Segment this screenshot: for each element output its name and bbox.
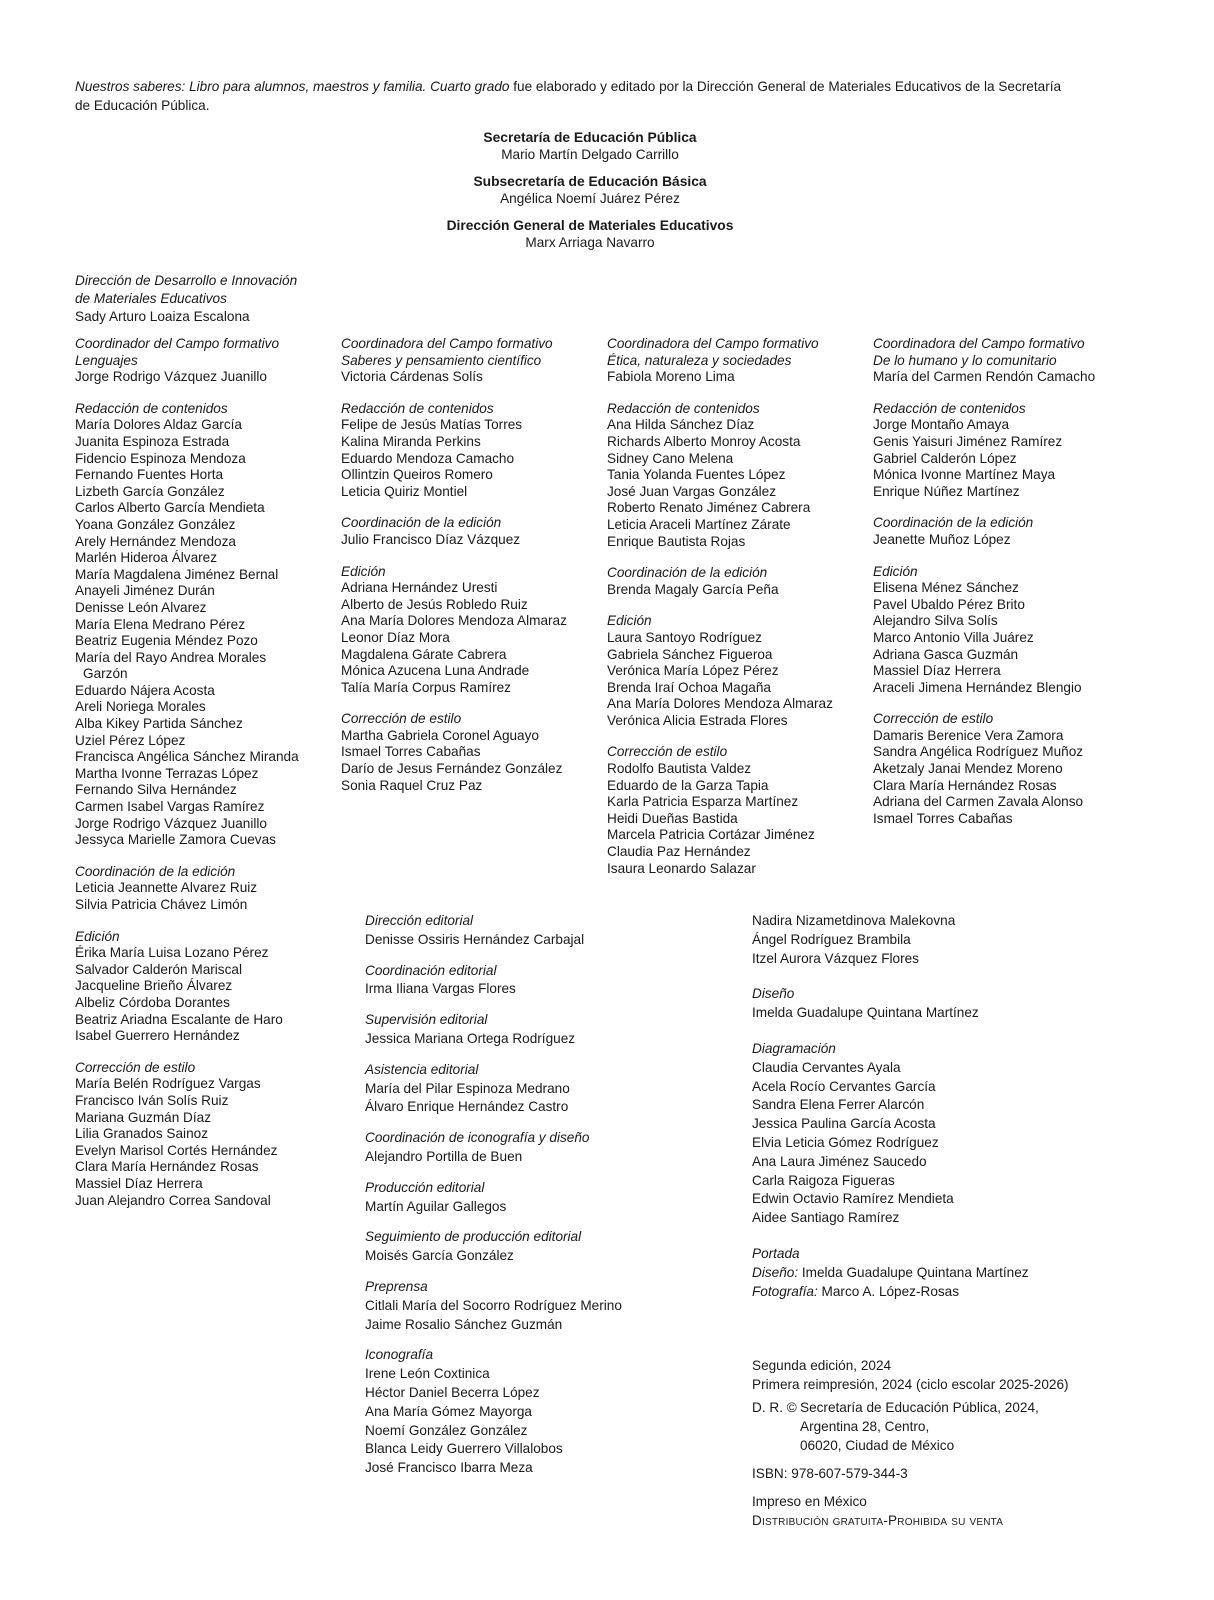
- column-lenguajes: [75, 336, 330, 1224]
- credit-name: Genis Yaisuri Jiménez Ramírez: [873, 433, 1063, 449]
- credit-name: Noemí González González: [365, 1422, 528, 1438]
- credit-name: Ana Laura Jiménez Saucedo: [752, 1153, 927, 1169]
- credit-name: Blanca Leidy Guerrero Villalobos: [365, 1441, 563, 1457]
- credit-name: Rodolfo Bautista Valdez: [607, 761, 752, 777]
- credit-group: [607, 744, 862, 877]
- credit-name: Aketzaly Janai Mendez Moreno: [873, 761, 1063, 777]
- credit-group: [341, 336, 596, 386]
- editorial-column: [365, 912, 705, 1490]
- credit-heading: Diagramación: [752, 1040, 836, 1056]
- credit-group: [873, 515, 1163, 548]
- credit-name: Ollintzin Queiros Romero: [341, 467, 493, 483]
- credit-name: Elvia Leticia Gómez Rodríguez: [752, 1134, 939, 1150]
- credit-heading: Corrección de estilo: [607, 744, 728, 760]
- credit-name: Irma Iliana Vargas Flores: [365, 981, 516, 997]
- credit-name: Claudia Cervantes Ayala: [752, 1059, 901, 1075]
- credit-name: Leticia Quiriz Montiel: [341, 483, 468, 499]
- credit-name: Adriana Gasca Guzmán: [873, 646, 1019, 662]
- credit-name: Ana María Dolores Mendoza Almaraz: [341, 613, 567, 629]
- credit-name: Lilia Granados Sainoz: [75, 1126, 208, 1142]
- credit-name: Álvaro Enrique Hernández Castro: [365, 1099, 569, 1115]
- printed-in-text: Impreso en México: [752, 1494, 867, 1509]
- credit-name: Beatriz Ariadna Escalante de Haro: [75, 1011, 283, 1027]
- credit-heading: Coordinación de la edición: [873, 515, 1034, 531]
- iconography-continued: [752, 912, 1172, 968]
- credit-name: Ángel Rodríguez Brambila: [752, 931, 911, 947]
- authority-sep: [300, 130, 880, 163]
- rights-address: Argentina 28, Centro,: [800, 1419, 930, 1434]
- credit-name: Eduardo Nájera Acosta: [75, 682, 215, 698]
- authority-dgme: [300, 218, 880, 251]
- rights-holder: Secretaría de Educación Pública, 2024,: [800, 1400, 1039, 1415]
- credit-name: Fabiola Moreno Lima: [607, 369, 735, 385]
- credit-name: Massiel Díaz Herrera: [75, 1175, 203, 1191]
- credit-name: Karla Patricia Esparza Martínez: [607, 794, 799, 810]
- rights-block: [752, 1398, 1172, 1455]
- credit-name: Jeanette Muñoz López: [873, 531, 1011, 547]
- direction-dev-person: Sady Arturo Loaiza Escalona: [75, 309, 250, 324]
- credit-name: Jorge Rodrigo Vázquez Juanillo: [75, 815, 267, 831]
- credit-name: Heidi Dueñas Bastida: [607, 810, 738, 826]
- credit-name: Roberto Renato Jiménez Cabrera: [607, 500, 811, 516]
- rights-label: D. R. ©: [752, 1400, 797, 1415]
- cover-credits: [752, 1245, 1172, 1301]
- intro-paragraph: [75, 77, 1155, 115]
- credit-name: Richards Alberto Monroy Acosta: [607, 433, 801, 449]
- imprint-block: [752, 1356, 1172, 1530]
- credit-name: Moisés García González: [365, 1248, 514, 1264]
- credit-name: Clara María Hernández Rosas: [75, 1159, 259, 1175]
- credit-group: [607, 336, 862, 386]
- credit-heading: Redacción de contenidos: [607, 400, 760, 416]
- credit-name: Sandra Elena Ferrer Alarcón: [752, 1097, 925, 1113]
- credit-group: [873, 336, 1163, 386]
- credit-name: Laura Santoyo Rodríguez: [607, 629, 762, 645]
- credit-name: María del Rayo Andrea Morales: [75, 649, 267, 665]
- credit-name: José Juan Vargas González: [607, 483, 777, 499]
- credit-name: Gabriela Sánchez Figueroa: [607, 646, 773, 662]
- credit-name: Kalina Miranda Perkins: [341, 433, 481, 449]
- credit-heading: Asistencia editorial: [365, 1061, 479, 1077]
- credit-name: Jessica Mariana Ortega Rodríguez: [365, 1030, 576, 1046]
- credit-name: Felipe de Jesús Matías Torres: [341, 417, 523, 433]
- credit-name: María Elena Medrano Pérez: [75, 616, 246, 632]
- credit-group: [365, 1278, 705, 1334]
- credit-name: Lizbeth García González: [75, 483, 225, 499]
- credit-name: Mónica Azucena Luna Andrade: [341, 663, 530, 679]
- credit-name: Martha Gabriela Coronel Aguayo: [341, 727, 539, 743]
- credit-heading: Coordinación editorial: [365, 962, 497, 978]
- authority-org: Dirección General de Materiales Educativos: [446, 218, 734, 233]
- credit-name: Garzón: [83, 666, 128, 682]
- credit-name: María Magdalena Jiménez Bernal: [75, 566, 279, 582]
- credit-name: Isabel Guerrero Hernández: [75, 1028, 240, 1044]
- credit-name: Imelda Guadalupe Quintana Martínez: [752, 1005, 979, 1021]
- credit-name: Victoria Cárdenas Solís: [341, 369, 483, 385]
- credit-name: Martha Ivonne Terrazas López: [75, 765, 259, 781]
- credit-name: Ana María Gómez Mayorga: [365, 1403, 532, 1419]
- credit-name: Araceli Jimena Hernández Blengio: [873, 679, 1082, 695]
- cover-design-name: Imelda Guadalupe Quintana Martínez: [798, 1264, 1029, 1280]
- credit-name: Beatriz Eugenia Méndez Pozo: [75, 633, 258, 649]
- edition-text: Segunda edición, 2024: [752, 1358, 892, 1373]
- credit-name: Salvador Calderón Mariscal: [75, 961, 242, 977]
- credit-name: Marcela Patricia Cortázar Jiménez: [607, 827, 815, 843]
- credit-heading: Diseño: [752, 986, 795, 1002]
- credit-name: Fidencio Espinoza Mendoza: [75, 450, 246, 466]
- credit-name: Irene León Coxtinica: [365, 1366, 490, 1382]
- credit-group: [752, 1040, 1172, 1228]
- credit-name: Alberto de Jesús Robledo Ruiz: [341, 596, 528, 612]
- credit-name: Denisse Ossiris Hernández Carbajal: [365, 931, 585, 947]
- credit-heading: Edición: [341, 563, 386, 579]
- credit-group: [607, 613, 862, 729]
- credit-group: [365, 1011, 705, 1049]
- credit-name: María Dolores Aldaz García: [75, 417, 242, 433]
- authority-person: Angélica Noemí Juárez Pérez: [500, 190, 680, 206]
- credit-name: Adriana del Carmen Zavala Alonso: [873, 794, 1084, 810]
- credit-name: Fernando Fuentes Horta: [75, 467, 224, 483]
- credit-group: [75, 1060, 330, 1209]
- credit-name: Adriana Hernández Uresti: [341, 580, 498, 596]
- credit-name: Massiel Díaz Herrera: [873, 663, 1001, 679]
- credit-name: Itzel Aurora Vázquez Flores: [752, 950, 919, 966]
- credit-group: [75, 336, 330, 386]
- credit-name: Brenda Iraí Ochoa Magaña: [607, 679, 771, 695]
- credit-group: [607, 565, 862, 598]
- credit-name: Leticia Araceli Martínez Zárate: [607, 516, 791, 532]
- rights-city: 06020, Ciudad de México: [800, 1438, 955, 1453]
- credit-heading: Redacción de contenidos: [873, 400, 1026, 416]
- credit-name: Edwin Octavio Ramírez Mendieta: [752, 1191, 954, 1207]
- credit-heading: Supervisión editorial: [365, 1012, 488, 1028]
- credit-name: Francisca Angélica Sánchez Miranda: [75, 749, 299, 765]
- credit-name: Héctor Daniel Becerra López: [365, 1384, 540, 1400]
- credit-group: [873, 564, 1163, 697]
- intro-text: fue elaborado y editado por la Dirección General de Materiales Educativos de la Secretaría: [509, 79, 1062, 94]
- credit-name: Jorge Montaño Amaya: [873, 417, 1010, 433]
- credit-name: Sandra Angélica Rodríguez Muñoz: [873, 744, 1084, 760]
- credit-group: [607, 401, 862, 550]
- credit-name: Eduardo de la Garza Tapia: [607, 777, 769, 793]
- credit-name: Carla Raigoza Figueras: [752, 1172, 895, 1188]
- credit-name: Evelyn Marisol Cortés Hernández: [75, 1142, 278, 1158]
- credit-name: Elisena Ménez Sánchez: [873, 580, 1019, 596]
- credit-heading: Corrección de estilo: [75, 1059, 196, 1075]
- credit-group: [365, 962, 705, 1000]
- credit-name: Claudia Paz Hernández: [607, 844, 751, 860]
- credit-heading: Coordinador del Campo formativo Lenguajes: [75, 336, 280, 368]
- credit-name: Jessica Paulina García Acosta: [752, 1116, 936, 1132]
- direction-dev-title: Dirección de Desarrollo e Innovación: [75, 273, 298, 288]
- credit-name: Ismael Torres Cabañas: [341, 744, 481, 760]
- credit-heading: Coordinación de iconografía y diseño: [365, 1130, 590, 1146]
- credit-name: Aidee Santiago Ramírez: [752, 1210, 900, 1226]
- credit-name: Yoana González González: [75, 516, 236, 532]
- credit-name: Alejandro Silva Solís: [873, 613, 998, 629]
- credit-name: Marlén Hideroa Álvarez: [75, 550, 218, 566]
- credit-name: Jaime Rosalio Sánchez Guzmán: [365, 1316, 563, 1332]
- authority-org: Secretaría de Educación Pública: [483, 130, 697, 145]
- credit-name: Carlos Alberto García Mendieta: [75, 500, 265, 516]
- credit-name: Enrique Bautista Rojas: [607, 533, 746, 549]
- credit-name: Areli Noriega Morales: [75, 699, 206, 715]
- distribution-notice: Distribución gratuita-Prohibida su venta: [752, 1513, 1004, 1528]
- authority-person: Marx Arriaga Navarro: [525, 234, 655, 250]
- credit-group: [75, 929, 330, 1045]
- credit-name: Denisse León Alvarez: [75, 599, 207, 615]
- credit-name: Eduardo Mendoza Camacho: [341, 450, 515, 466]
- credit-name: Ana María Dolores Mendoza Almaraz: [607, 696, 833, 712]
- credit-name: Verónica Alicia Estrada Flores: [607, 712, 788, 728]
- credit-group: [365, 1179, 705, 1217]
- credit-name: María Belén Rodríguez Vargas: [75, 1076, 261, 1092]
- credit-heading: Edición: [75, 928, 120, 944]
- credit-name: José Francisco Ibarra Meza: [365, 1460, 533, 1476]
- book-title: Nuestros saberes: Libro para alumnos, maestros y familia. Cuarto grado: [75, 79, 510, 94]
- credit-group: [365, 1228, 705, 1266]
- credit-heading: Coordinadora del Campo formativo Saberes y pensamiento científico: [341, 336, 553, 368]
- credit-name: Alejandro Portilla de Buen: [365, 1148, 523, 1164]
- credit-name: Carmen Isabel Vargas Ramírez: [75, 799, 265, 815]
- credit-name: Érika María Luisa Lozano Pérez: [75, 945, 269, 961]
- credit-name: Leticia Jeannette Alvarez Ruiz: [75, 880, 258, 896]
- credit-name: Juan Alejandro Correa Sandoval: [75, 1192, 271, 1208]
- credit-heading: Edición: [607, 613, 652, 629]
- credit-name: Tania Yolanda Fuentes López: [607, 467, 786, 483]
- credit-group: [75, 864, 330, 914]
- cover-photo-label: Fotografía:: [752, 1283, 818, 1299]
- column-etica: [607, 336, 862, 892]
- credit-name: Isaura Leonardo Salazar: [607, 860, 756, 876]
- credit-name: Martín Aguilar Gallegos: [365, 1198, 507, 1214]
- intro-text-line2: de Educación Pública.: [75, 98, 210, 113]
- credit-name: Clara María Hernández Rosas: [873, 777, 1057, 793]
- credit-name: Gabriel Calderón López: [873, 450, 1017, 466]
- credit-name: Damaris Berenice Vera Zamora: [873, 727, 1064, 743]
- authority-org: Subsecretaría de Educación Básica: [473, 174, 707, 189]
- credit-heading: Coordinación de la edición: [75, 863, 236, 879]
- credit-name: Talía María Corpus Ramírez: [341, 679, 511, 695]
- credit-group: [75, 401, 330, 849]
- credit-name: Francisco Iván Solís Ruiz: [75, 1092, 229, 1108]
- reprint-text: Primera reimpresión, 2024 (ciclo escolar 2025-2026): [752, 1377, 1069, 1392]
- credit-name: Albeliz Córdoba Dorantes: [75, 994, 230, 1010]
- credit-name: Ana Hilda Sánchez Díaz: [607, 417, 755, 433]
- credit-group: [341, 711, 596, 794]
- authority-seb: [300, 174, 880, 207]
- credit-name: Anayeli Jiménez Durán: [75, 583, 215, 599]
- credit-name: Acela Rocío Cervantes García: [752, 1078, 936, 1094]
- credit-name: Mariana Guzmán Díaz: [75, 1109, 211, 1125]
- credit-name: Marco Antonio Villa Juárez: [873, 629, 1034, 645]
- isbn-text: ISBN: 978-607-579-344-3: [752, 1466, 908, 1481]
- production-column: [752, 912, 1172, 1318]
- credit-group: [752, 985, 1172, 1023]
- credit-heading: Corrección de estilo: [873, 711, 994, 727]
- credit-name: María del Pilar Espinoza Medrano: [365, 1080, 570, 1096]
- credit-group: [341, 401, 596, 501]
- credit-name: Nadira Nizametdinova Malekovna: [752, 913, 956, 928]
- credit-name: Citlali María del Socorro Rodríguez Merino: [365, 1297, 622, 1313]
- credit-name: María del Carmen Rendón Camacho: [873, 369, 1096, 385]
- credit-heading: Dirección editorial: [365, 913, 474, 928]
- credit-heading: Iconografía: [365, 1347, 434, 1363]
- credit-group: [365, 912, 705, 950]
- credit-name: Alba Kikey Partida Sánchez: [75, 716, 243, 732]
- column-humano: [873, 336, 1163, 842]
- credit-group: [365, 1061, 705, 1117]
- credit-name: Enrique Núñez Martínez: [873, 483, 1020, 499]
- credit-name: Fernando Silva Hernández: [75, 782, 237, 798]
- credit-name: Sidney Cano Melena: [607, 450, 734, 466]
- credit-name: Juanita Espinoza Estrada: [75, 433, 230, 449]
- credit-name: Pavel Ubaldo Pérez Brito: [873, 596, 1025, 612]
- direction-dev-block: [75, 272, 297, 326]
- credit-name: Jessyca Marielle Zamora Cuevas: [75, 832, 276, 848]
- credit-name: Uziel Pérez López: [75, 732, 186, 748]
- credit-heading: Coordinadora del Campo formativo De lo humano y lo comunitario: [873, 336, 1085, 368]
- credit-name: Jacqueline Brieño Álvarez: [75, 978, 233, 994]
- credit-heading: Coordinación de la edición: [341, 515, 502, 531]
- credit-name: Sonia Raquel Cruz Paz: [341, 777, 483, 793]
- credit-heading: Coordinadora del Campo formativo Ética, naturaleza y sociedades: [607, 336, 819, 368]
- credit-name: Leonor Díaz Mora: [341, 629, 450, 645]
- credit-heading: Redacción de contenidos: [341, 400, 494, 416]
- credit-name: Arely Hernández Mendoza: [75, 533, 236, 549]
- authority-person: Mario Martín Delgado Carrillo: [501, 146, 679, 162]
- credit-heading: Corrección de estilo: [341, 711, 462, 727]
- credit-name: Darío de Jesus Fernández González: [341, 761, 563, 777]
- credit-heading: Edición: [873, 563, 918, 579]
- credit-name: Verónica María López Pérez: [607, 663, 779, 679]
- credit-heading: Preprensa: [365, 1278, 428, 1294]
- credit-group: [873, 401, 1163, 501]
- credit-heading: Producción editorial: [365, 1179, 485, 1195]
- credit-heading: Redacción de contenidos: [75, 400, 228, 416]
- credit-name: Mónica Ivonne Martínez Maya: [873, 467, 1056, 483]
- cover-photo-name: Marco A. López-Rosas: [817, 1283, 960, 1299]
- direction-dev-title-line2: de Materiales Educativos: [75, 291, 227, 306]
- credit-name: Silvia Patricia Chávez Limón: [75, 897, 248, 912]
- credit-group: [873, 711, 1163, 827]
- credit-name: Brenda Magaly García Peña: [607, 581, 779, 597]
- credit-group: [341, 515, 596, 548]
- credit-name: Julio Francisco Díaz Vázquez: [341, 531, 521, 547]
- credit-heading: Seguimiento de producción editorial: [365, 1229, 582, 1245]
- credit-name: Jorge Rodrigo Vázquez Juanillo: [75, 369, 267, 385]
- cover-heading: Portada: [752, 1245, 800, 1261]
- credit-group: [341, 564, 596, 697]
- column-saberes: [341, 336, 596, 809]
- cover-design-label: Diseño:: [752, 1264, 799, 1280]
- credit-name: Magdalena Gárate Cabrera: [341, 646, 507, 662]
- credit-name: Ismael Torres Cabañas: [873, 810, 1013, 826]
- credit-group: [365, 1346, 705, 1478]
- credit-group: [365, 1129, 705, 1167]
- credit-heading: Coordinación de la edición: [607, 565, 768, 581]
